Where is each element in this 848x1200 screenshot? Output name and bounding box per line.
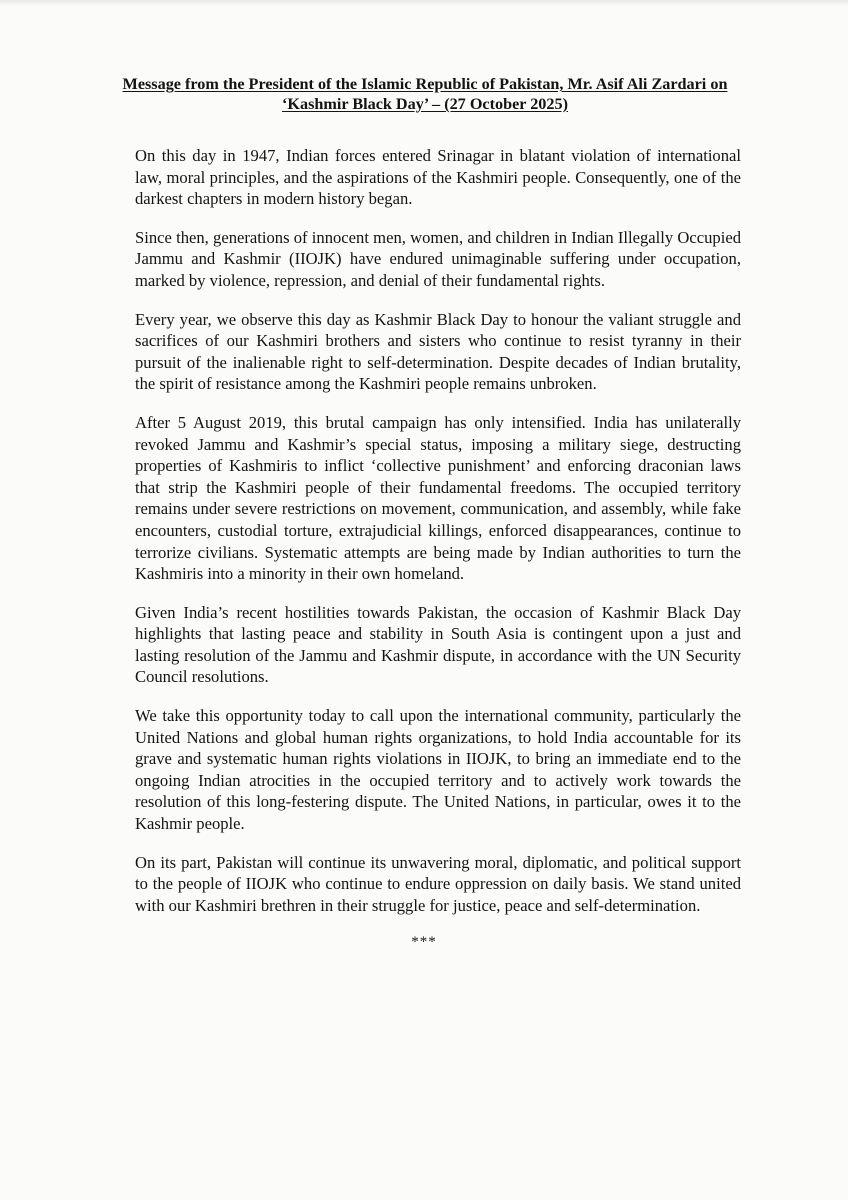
- title-line-1: Message from the President of the Islamic Republic of Pakistan, Mr. Asif Ali Zardari on: [122, 75, 728, 93]
- message-body: [135, 145, 741, 933]
- paragraph-4: After 5 August 2019, this brutal campaign has only intensified. India has unilaterally revoked Jammu and Kashmir’s special status, imposing a military siege, destructing properties of Kashmiris to inflict ‘collective punishment’ and enforcing draconian laws that strip the Kashmiri people of their fundamental freedoms. The occupied territory remains under severe restrictions on movement, communication, and assembly, while fake encounters, custodial torture, extrajudicial killings, enforced disappearances, continue to terrorize civilians. Systematic attempts are being made by Indian authorities to turn the Kashmiris into a minority in their own homeland.: [135, 412, 741, 584]
- title-line-2: ‘Kashmir Black Day’ – (27 October 2025): [282, 95, 568, 113]
- paragraph-5: Given India’s recent hostilities towards Pakistan, the occasion of Kashmir Black Day highlights that lasting peace and stability in South Asia is contingent upon a just and lasting resolution of the Jammu and Kashmir dispute, in accordance with the UN Security Council resolutions.: [135, 602, 741, 687]
- document-title: [120, 74, 730, 114]
- paragraph-2: Since then, generations of innocent men, women, and children in Indian Illegally Occupied Jammu and Kashmir (IIOJK) have endured unimaginable suffering under occupation, marked by violence, repression, and denial of their fundamental rights.: [135, 227, 741, 290]
- scan-edge: [0, 0, 848, 6]
- paragraph-7: On its part, Pakistan will continue its unwavering moral, diplomatic, and political support to the people of IIOJK who continue to endure oppression on daily basis. We stand united with our Kashmiri brethren in their struggle for justice, peace and self-determination.: [135, 852, 741, 915]
- paragraph-1: On this day in 1947, Indian forces entered Srinagar in blatant violation of international law, moral principles, and the aspirations of the Kashmiri people. Consequently, one of the darkest chapters in modern history began.: [135, 146, 741, 209]
- paragraph-3: Every year, we observe this day as Kashmir Black Day to honour the valiant struggle and sacrifices of our Kashmiri brothers and sisters who continue to resist tyranny in their pursuit of the inalienable right to self-determination. Despite decades of Indian brutality, the spirit of resistance among the Kashmiri people remains unbroken.: [135, 309, 741, 394]
- paragraph-6: We take this opportunity today to call upon the international community, particularly the United Nations and global human rights organizations, to hold India accountable for its grave and systematic human rights violations in IIOJK, to bring an immediate end to the ongoing Indian atrocities in the occupied territory and to actively work towards the resolution of this long-festering dispute. The United Nations, in particular, owes it to the Kashmir people.: [135, 706, 741, 834]
- end-of-document-mark: ***: [411, 934, 437, 950]
